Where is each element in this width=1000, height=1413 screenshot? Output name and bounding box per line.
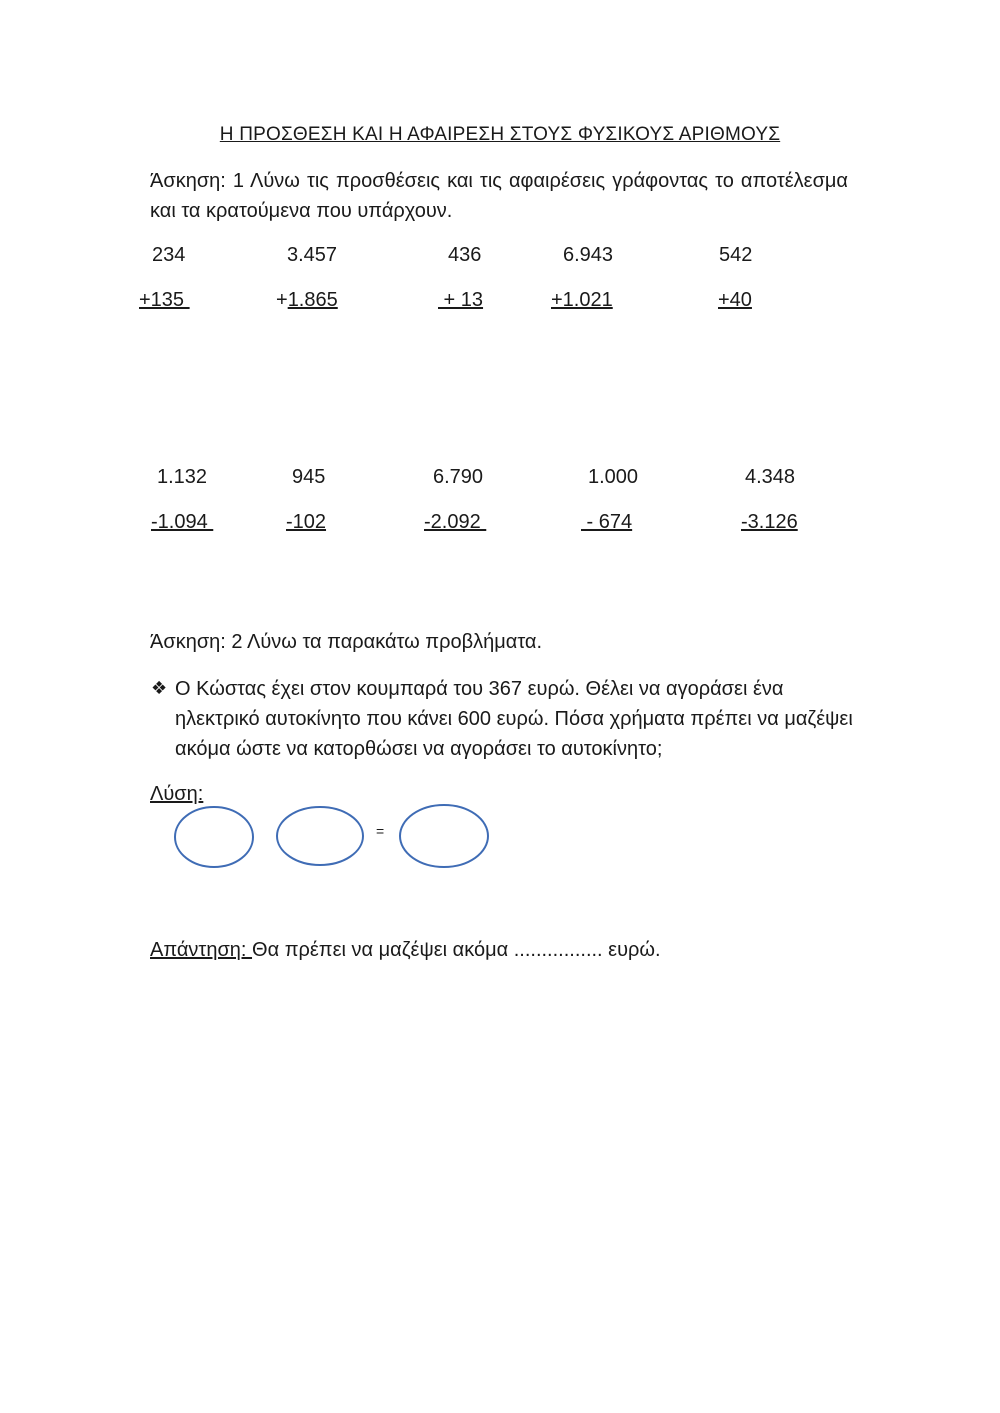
exercise1-instruction: Άσκηση: 1 Λύνω τις προσθέσεις και τις αφαιρέσεις γράφοντας το αποτέλεσμα και τα κρατούμενα που υπάρχουν. [150,170,848,222]
answer-label: Απάντηση: [150,939,253,961]
addition-2-bottom [276,288,338,312]
subtraction-1-top: 1.132 [157,466,208,488]
answer-text: Θα πρέπει να μαζέψει ακόμα ................ ευρώ. [252,939,661,961]
addition-2-top: 3.457 [287,244,338,266]
subtraction-2-bottom: -102 [286,511,327,533]
subtraction-1-bottom: -1.094 [151,511,214,533]
diamond-bullet-icon: ❖ [151,678,168,698]
operand-oval-2[interactable] [277,807,363,865]
page-title: Η ΠΡΟΣΘΕΣΗ ΚΑΙ Η ΑΦΑΙΡΕΣΗ ΣΤΟΥΣ ΦΥΣΙΚΟΥΣ ΑΡΙΘΜΟΥΣ [219,124,781,145]
solution-label: Λύση: [150,783,204,805]
subtraction-3-bottom: -2.092 [424,511,487,533]
addition-1-top: 234 [152,244,186,266]
addition-2-plus: + [276,289,288,311]
addition-1-bottom: +135 [139,289,190,311]
result-oval[interactable] [400,805,488,867]
addition-3-bottom: + 13 [438,289,484,311]
subtraction-2-top: 945 [292,466,326,488]
equals-sign: = [376,823,385,839]
addition-5-bottom: +40 [718,289,752,311]
addition-4-top: 6.943 [563,244,614,266]
operand-oval-1[interactable] [175,807,253,867]
subtraction-5-bottom: -3.126 [741,511,798,533]
subtraction-3-top: 6.790 [433,466,484,488]
subtraction-5-top: 4.348 [745,466,796,488]
word-problem: Ο Κώστας έχει στον κουμπαρά του 367 ευρώ. Θέλει να αγοράσει ένα ηλεκτρικό αυτοκίνητο που κάνει 600 ευρώ. Πόσα χρήματα πρέπει να μαζέψει ακόμα ώστε να κατορθώσει να αγοράσει το αυτοκίνητο; [175,678,853,760]
addition-2-bottom-number: 1.865 [287,289,338,311]
subtraction-4-top: 1.000 [588,466,639,488]
addition-5-top: 542 [719,244,753,266]
exercise2-instruction: Άσκηση: 2 Λύνω τα παρακάτω προβλήματα. [150,631,543,653]
addition-3-top: 436 [448,244,482,266]
answer-line [150,936,661,964]
subtraction-4-bottom: - 674 [581,511,633,533]
addition-4-bottom: +1.021 [551,289,613,311]
